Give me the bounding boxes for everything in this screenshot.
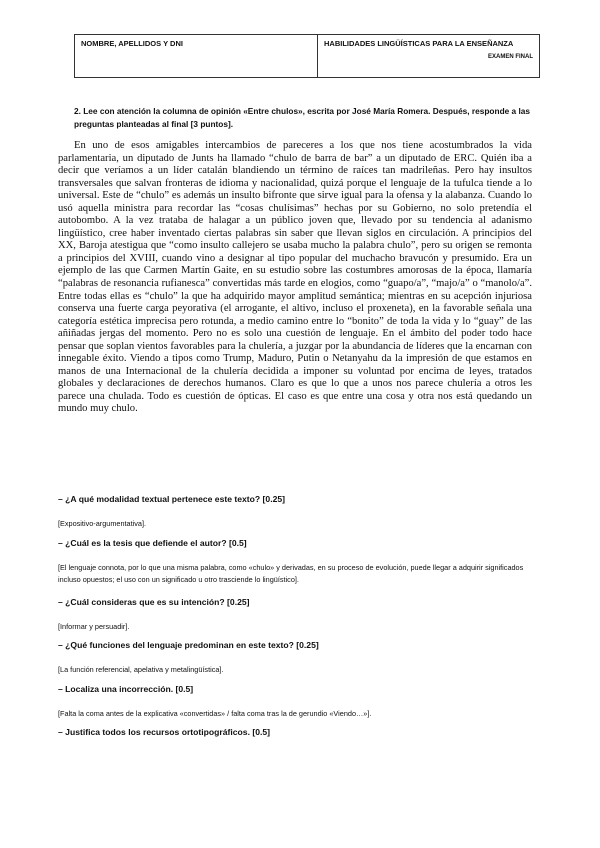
question-text: – Localiza una incorrección. [0.5] bbox=[58, 684, 194, 694]
course-title: HABILIDADES LINGÜÍSTICAS PARA LA ENSEÑANZA bbox=[324, 39, 514, 48]
question-text: – ¿A qué modalidad textual pertenece este texto? [0.25] bbox=[58, 494, 285, 504]
qa-item-5 bbox=[58, 684, 538, 720]
question-intro: 2. Lee con atención la columna de opinión «Entre chulos», escrita por José María Romera. Después, responde a las preguntas planteadas al final [3 puntos]. bbox=[74, 106, 531, 129]
qa-item-1 bbox=[58, 494, 538, 530]
answer-text: [El lenguaje connota, por lo que una misma palabra, como «chulo» y derivadas, en su proceso de evolución, puede llegar a adquirir significados incluso opuestos; el uso con un significado u otro trasciende lo lingüístico]. bbox=[58, 563, 524, 584]
question-text: – ¿Cuál consideras que es su intención? [0.25] bbox=[58, 597, 250, 607]
header-table bbox=[74, 34, 540, 78]
qa-item-6 bbox=[58, 727, 538, 751]
answer-text: [Falta la coma antes de la explicativa «convertidas» / falta coma tras la de gerundio «Viendo…»]. bbox=[58, 709, 372, 718]
question-text: – Justifica todos los recursos ortotipográficos. [0.5] bbox=[58, 727, 271, 737]
course-cell bbox=[318, 35, 539, 77]
name-label: NOMBRE, APELLIDOS Y DNI bbox=[81, 39, 183, 48]
qa-item-3 bbox=[58, 597, 538, 633]
article-body: En uno de esos amigables intercambios de pareceres a los que nos tiene acostumbrados la vida parlamentaria, un diputado de Junts ha llamado “chulo de barra de bar” a un diputado de ERC. Quién iba a decir que veríamos a un líder catalán blandiendo un término de raíces tan madrileñas. Pero hay insultos transversales que salvan fronteras de idioma y nacionalidad, quizá porque el lenguaje de la tufulca tiende a lo universal. Este de “chulo” es además un insulto bifronte que sirve igual para la ofensa y la alabanza. Cuando lo usó aquella ministra para recordar las “cosas chulísimas” hechas por su Gobierno, no solo pretendía el autobombo. A la vez trataba de halagar a un público joven que, llevado por su tendencia al adanismo lingüístico, cree haber inventado ciertas palabras sin saber que llevan siglos en circulación. A principios del XX, Baroja atestigua que “como insulto callejero se usaba mucho la palabra chulo”, pero su origen se remonta a principios del XVIII, cuando vino a designar al tipo popular del muchacho bravucón y presumido. Era un ejemplo de las que Carmen Martín Gaite, en su estudio sobre las costumbres amorosas de la época, llamaría “palabras de resonancia rufianesca” convertidas más tarde en elogios, como “guapo/a”, “majo/a” o “manolo/a”. Entre todas ellas es “chulo” la que ha adquirido mayor amplitud semántica; mientras en su acepción injuriosa conserva una fuerte carga peyorativa (el arrogante, el altivo, incluso el proxeneta), en la favorable señala una categoría estética imprecisa pero rotunda, a medio camino entre lo “bonito” de toda la vida y lo “guay” de las añiñadas jergas del momento. Pero no es solo una cuestión de lenguaje. En el ámbito del poder todo hace pensar que soplan vientos favorables para la chulería, a juzgar por la abundancia de líderes que la encarnan con innegable éxito. Viendo a tipos como Trump, Maduro, Putin o Netanyahu da la impresión de que estamos en manos de una Internacional de la chulería decidida a imponer su voluntad por encima de leyes, tratados globales y declaraciones de derechos humanos. Claro es que lo que a unos nos parece chulería a otros les parece una chulada. Todo es cuestión de ópticas. El caso es que entre una cosa y otra nos está quedando un mundo muy chulo. bbox=[58, 140, 532, 415]
answer-text: [La función referencial, apelativa y metalingüística]. bbox=[58, 665, 224, 674]
answer-text: [Informar y persuadir]. bbox=[58, 622, 130, 631]
question-text: – ¿Qué funciones del lenguaje predominan en este texto? [0.25] bbox=[58, 640, 319, 650]
name-field[interactable] bbox=[75, 35, 318, 77]
qa-item-2 bbox=[58, 538, 538, 586]
qa-item-4 bbox=[58, 640, 538, 676]
exam-type: EXAMEN FINAL bbox=[488, 54, 533, 60]
question-text: – ¿Cuál es la tesis que defiende el autor? [0.5] bbox=[58, 538, 247, 548]
answer-text: [Expositivo-argumentativa]. bbox=[58, 519, 147, 528]
